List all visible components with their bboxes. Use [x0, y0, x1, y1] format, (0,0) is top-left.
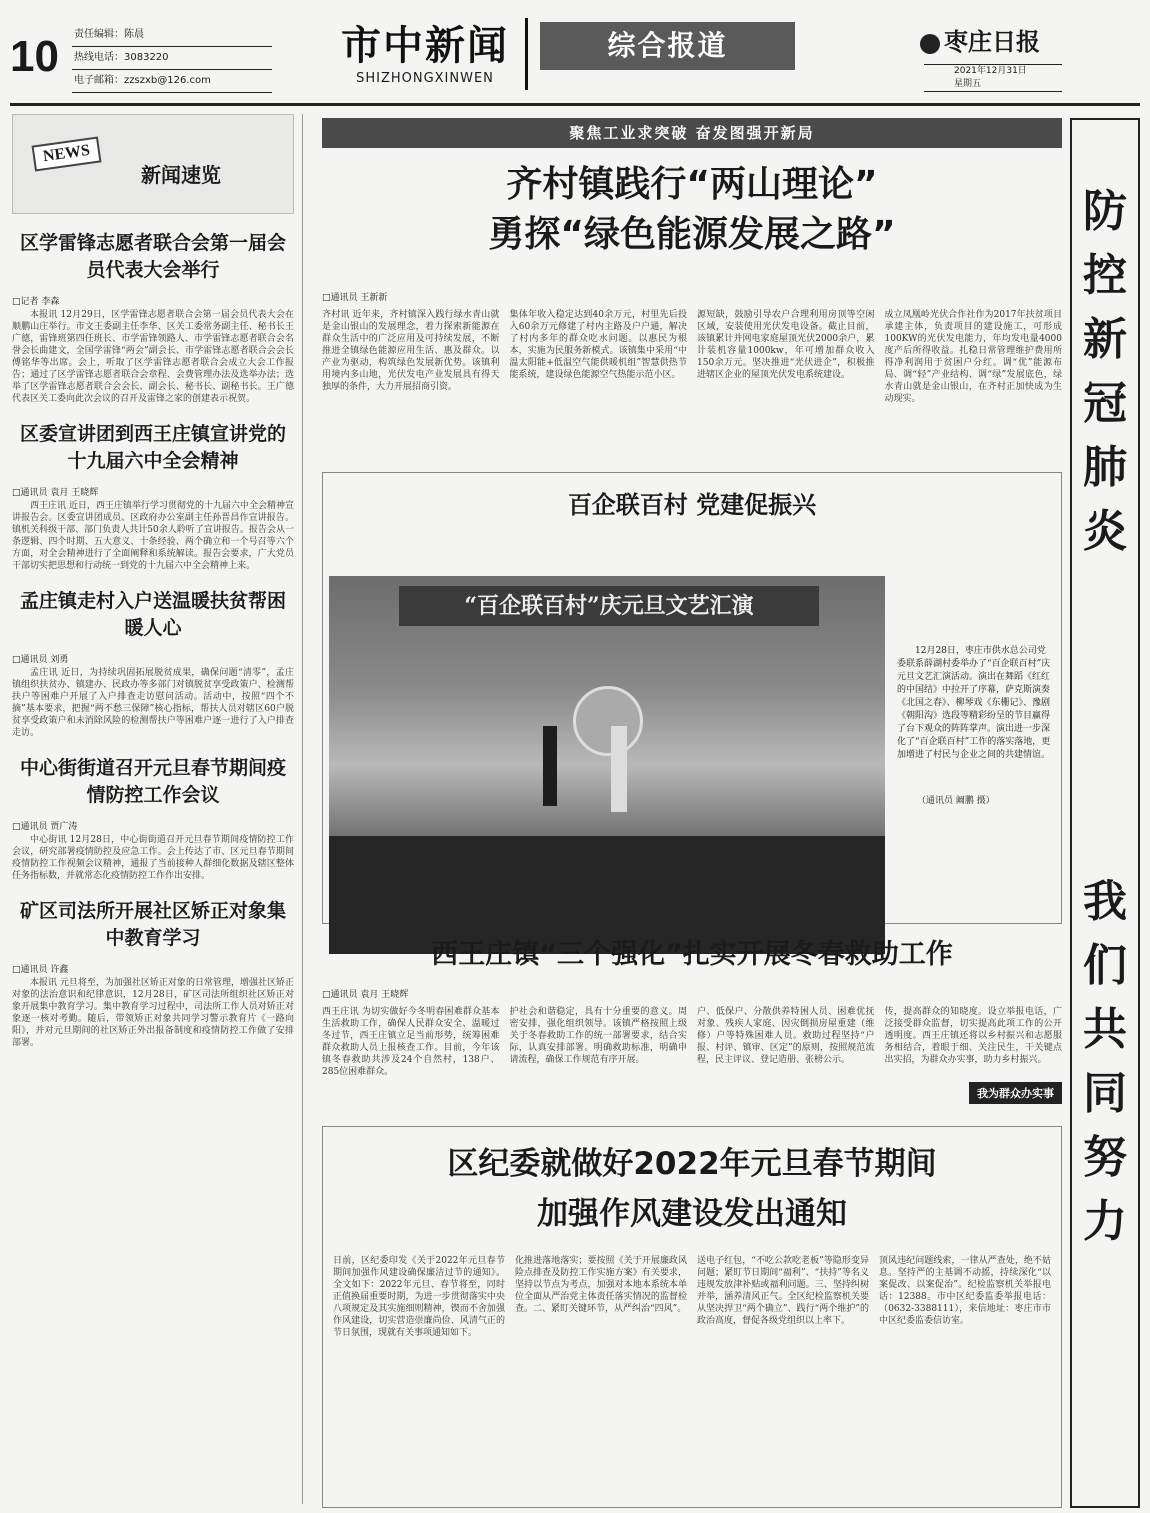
- lead-headline-line-1: 齐村镇践行“两山理论”: [506, 164, 878, 205]
- brief-headline: 矿区司法所开展社区矫正对象集中教育学习: [19, 900, 286, 949]
- performer-figure: [543, 726, 557, 806]
- feature-box: [322, 472, 1062, 924]
- brief-byline: □记者 李森: [12, 297, 60, 307]
- feature-credit: （通讯员 阚鹏 摄）: [917, 796, 995, 806]
- brief-byline: □通讯员 贾广涛: [12, 822, 78, 832]
- brief-headline: 中心街街道召开元旦春节期间疫情防控工作会议: [19, 757, 286, 806]
- news-briefs-column: [12, 114, 294, 1049]
- brief-article: [12, 755, 294, 882]
- brief-headline: 区学雷锋志愿者联合会第一届会员代表大会举行: [19, 232, 286, 281]
- brief-article: [12, 230, 294, 405]
- feature-headline: 百企联百村 党建促振兴: [567, 491, 817, 519]
- second-col: 护社会和谐稳定，具有十分重要的意义。周密安排，强化组织领导。该镇严格按照上级关于冬春救助工作的统一部署要求，结合实际，认真安排部署。明确救助标准，明确申请流程，确保工作规范有序开展。: [509, 1007, 687, 1065]
- top-rule: [10, 103, 1140, 106]
- third-col: 化推进落地落实；要按照《关于开展廉政风险点排查及防控工作实施方案》有关要求，坚持以节点为考点，加强对本地本系统本单位全面从严治党主体责任落实情况的监督检查。二、紧盯关键环节，从严纠治“四风”。: [515, 1256, 687, 1314]
- lead-byline: □通讯员 王新新: [322, 293, 388, 303]
- lead-headline-line-2: 勇探“绿色能源发展之路”: [488, 214, 896, 255]
- brief-body: 西王庄讯 近日，西王庄镇举行学习贯彻党的十九届六中全会精神宣讲报告会。区委宣讲团成员、区政府办公室副主任孙晋昌作宣讲报告。镇机关科级干部、部门负责人共计50余人聆听了宣讲报告。报告会从一条逻辑、四个时期、五大意义、十条经验、两个确立和一个号召等六个方面，对全会精神进行了全面阐释和系统解读。报告会要求，广大党员干部切实把思想和行动统一到党的十九届六中全会精神上来。: [12, 501, 294, 571]
- second-col: 传，提高群众的知晓度。设立举报电话，广泛接受群众监督，切实提高此项工作的公开透明度。西王庄镇还将以乡村振兴和志愿服务相结合，着眼于细、关注民生，干关键点出实招，为群众办实事，助力乡村振兴。: [884, 1007, 1062, 1065]
- covid-slogan-sidebar: [1070, 118, 1140, 1508]
- third-headline-line-1: 区纪委就做好2022年元旦春节期间: [447, 1146, 937, 1182]
- third-headline-line-2: 加强作风建设发出通知: [537, 1196, 847, 1232]
- sun-logo-icon: [920, 34, 940, 54]
- performer-figure: [611, 726, 627, 812]
- lead-article: [322, 290, 1062, 405]
- lead-col: 齐村讯 近年来，齐村镇深入践行绿水青山就是金山银山的发展理念，着力探索新能源在群众生活中的广泛应用及可持续发展，不断推进全镇绿色能源应用生活、惠及群众。以产业为驱动，构筑绿色发展新优势。该镇利用境内多山地，光伏发电产业发展具有得天独厚的条件，大力开展招商引资。: [322, 310, 500, 392]
- brief-article: [12, 588, 294, 739]
- brief-body: 孟庄讯 近日，为持续巩固拓展脱贫成果，确保问题“清零”，孟庄镇组织扶贫办、镇建办、民政办等多部门对镇脱贫享受政策户、检测帮扶户等困难户开展了入户排查走访慰问活动。活动中，按照“四个不摘”基本要求，把握“两不愁三保障”核心指标，帮扶人员对辖区60户脱贫享受政策户和未消除风险的检测帮扶户等困难户逐一进行了入户排查走访。: [12, 668, 294, 738]
- column-divider: [302, 114, 303, 1504]
- third-col: 送电子红包，“不吃公款吃老板”等隐形变异问题；紧盯节日期间“福利”、“扶持”等名义违规发放津补贴或福利问题。三、坚持纠树并举，涵养清风正气。全区纪检监察机关要从坚决捍卫“两个确立”、践行“两个维护”的政治高度，督促各级党组织以上率下。: [697, 1256, 869, 1326]
- slogan-line-1: 防控新冠肺炎: [1083, 186, 1127, 557]
- news-briefs-header: [12, 114, 294, 214]
- second-columns: [322, 1004, 1062, 1078]
- lead-col: 集体年收入稳定达到40余万元，村里先后投入60余万元修建了村内主路及户户通，解决了村内多年的群众吃水问题。以惠民为根本，实施为民服务新模式。该镇集中采用“中温太阳能+低温空气能供暖机组”智慧供热节能系统，建设绿色能源空气热能示范小区。: [509, 310, 687, 380]
- news-badge: NEWS: [32, 136, 102, 171]
- party-emblem-icon: [573, 686, 643, 756]
- masthead-meta: [72, 24, 272, 93]
- second-byline: □通讯员 袁月 王晓辉: [322, 990, 409, 1000]
- brief-byline: □通讯员 袁月 王晓辉: [12, 488, 99, 498]
- brief-body: 中心街讯 12月28日，中心街街道召开元旦春节期间疫情防控工作会议，研究部署疫情防控及应急工作。会上传达了市、区元旦春节期间疫情防控工作视频会议精神，通报了当前接种人群细化数据及辖区整体任务指标数，并就常态化疫情防控工作作出安排。: [12, 835, 294, 881]
- section-title: 综合报道: [540, 22, 795, 70]
- date-text: 2021年12月31日: [954, 66, 1027, 76]
- news-briefs-title: 新闻速览: [141, 163, 221, 187]
- brand-cn: 市中新闻: [341, 22, 509, 69]
- second-col: 西王庄讯 为切实做好今冬明春困难群众基本生活救助工作，确保人民群众安全、温暖过冬过节，西王庄镇立足当前形势，统筹困难群众救助人员上报核查工作。目前，今年该镇冬春救助共涉及24个自然村，138户、285位困难群众。: [322, 1007, 500, 1077]
- brand-divider: [525, 18, 528, 90]
- third-columns: [333, 1253, 1051, 1339]
- third-headline: [323, 1139, 1061, 1239]
- service-badge-wrap: [322, 1082, 1062, 1104]
- brief-article: [12, 898, 294, 1049]
- brief-article: [12, 421, 294, 572]
- brief-body: 本报讯 元旦将至，为加强社区矫正对象的日常管理，增强社区矫正对象的法治意识和纪律意识，12月28日，矿区司法所组织社区矫正对象开展集中教育学习。集中教育学习过程中，司法所工作人员对矫正对象逐一核对考勤。随后，带领矫正对象共同学习警示教育片《一路向阳》，并对元旦期间的社区矫正外出报备制度和疫情防控工作做了安排部署。: [12, 978, 294, 1048]
- email-line: 电子邮箱：zzszxb@126.com: [72, 70, 272, 93]
- brief-byline: □通讯员 刘勇: [12, 655, 69, 665]
- lead-columns: [322, 307, 1062, 405]
- brief-body: 本报讯 12月29日，区学雷锋志愿者联合会第一届会员代表大会在顺鹏山庄举行。市文王委副主任李华、区关工委常务副主任、秘书长王广德，雷锋班第四任班长、市学雷锋领路人、市学雷锋志愿者联合会名誉会长曲建文，全国学雷锋“两会”副会长、市学雷锋志愿者联合会会长傅铭华等出席。会上，听取了区学雷锋志愿者联合会成立大会工作报告；通过了区学雷锋志愿者联合会章程、会费管理办法及选举办法；选举了区学雷锋志愿者联合会会长、副会长、秘书长、副秘书长。王广德代表区关工委向此次会议的召开及雷锋之家的创建表示祝贺。: [12, 310, 294, 404]
- paper-name: 枣庄日报: [944, 27, 1040, 56]
- third-col: 日前，区纪委印发《关于2022年元旦春节期间加强作风建设确保廉洁过节的通知》。全文如下：2022年元旦、春节将至，同时正值换届重要时期，为进一步贯彻落实中央八项规定及其实施细则精神，锲而不舍加强作风建设，切实营造崇廉尚俭、风清气正的节日氛围，现就有关事项通知如下。: [333, 1256, 505, 1338]
- third-article: [322, 1126, 1062, 1508]
- feature-photo: [329, 576, 885, 954]
- brief-headline: 孟庄镇走村入户送温暖扶贫帮困暖人心: [19, 590, 286, 639]
- lead-col: 成立凤凰岭光伏合作社作为2017年扶贫项目承建主体，负责项目的建设施工，可形成100KW的光伏发电能力，年均发电量4000度产后所得收益。扎稳日常管理维护费用所得净利润用于贫困户分红。调“优”能源布局、调“轻”产业结构、调“绿”发展底色，绿水青山就是金山银山，在齐村正加快成为生动现实。: [884, 310, 1062, 404]
- hotline-line: 热线电话：3083220: [72, 47, 272, 70]
- issue-date: [924, 64, 1062, 92]
- second-article: [322, 932, 1062, 1104]
- second-headline: 西王庄镇“三个强化”扎实开展冬春救助工作: [431, 939, 953, 970]
- brand-en: SHIZHONGXINWEN: [356, 71, 494, 86]
- topic-banner: 聚焦工业求突破 奋发图强开新局: [322, 118, 1062, 148]
- brand-logo: [330, 14, 520, 86]
- service-badge: 我为群众办实事: [969, 1082, 1062, 1104]
- feature-caption: 12月28日，枣庄市供水总公司党委联系薛湖村委举办了“百企联百村”庆元旦文艺汇演活动。演出在舞蹈《红红的中国结》中拉开了序幕，萨克斯演奏《北国之春》、柳琴戏《东栅记》、豫剧《朝阳沟》选段等精彩纷呈的节目赢得了台下观众的阵阵掌声。演出进一步深化了“百企联百村”工作的落实落地，更加增进了村民与企业之间的共建情谊。: [897, 646, 1051, 760]
- paper-logo: [920, 22, 1120, 57]
- third-col: 顶风违纪问题线索，一律从严查处，绝不姑息。坚持严的主基调不动摇，持续深化“以案促改、以案促治”。纪检监察机关举报电话：12388。市中区纪委监委举报电话：（0632-3388111），来信地址：枣庄市市中区纪委监委信访室。: [879, 1256, 1051, 1326]
- weekday-text: 星期五: [954, 79, 982, 89]
- brief-headline: 区委宣讲团到西王庄镇宣讲党的十九届六中全会精神: [19, 423, 286, 472]
- second-col: 户、低保户、分散供养特困人员、困难优抚对象、残疾人家庭、因灾倒损房屋重建（维修）户等特殊困难人员。救助过程坚持“户报、村评、镇审、区定”的原则，按照规范流程，民主评议、登记造册、张榜公示。: [697, 1007, 875, 1065]
- page-number: 10: [10, 32, 59, 81]
- slogan-line-2: 我们共同努力: [1083, 876, 1127, 1247]
- lead-headline: [322, 160, 1062, 260]
- brief-byline: □通讯员 许鑫: [12, 965, 69, 975]
- editor-line: 责任编辑：陈晨: [72, 24, 272, 47]
- lead-col: 源短缺，鼓励引导农户合理利用房顶等空闲区域，安装使用光伏发电设备。截止目前，该镇累计并网电家庭屋顶光伏2000余户，累计装机容量1000kw，年可增加群众收入150余万元。坚决推进“光伏进企”，积极推进辖区企业的屋顶光伏发电系统建设。: [697, 310, 875, 380]
- stage-banner: “百企联百村”庆元旦文艺汇演: [399, 586, 819, 626]
